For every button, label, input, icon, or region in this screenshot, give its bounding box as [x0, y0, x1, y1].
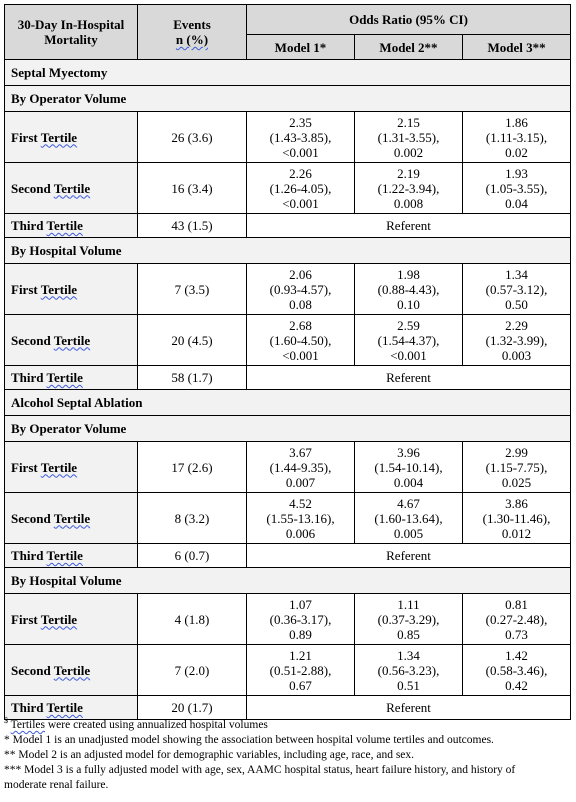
events-cell: 20 (4.5) — [138, 315, 247, 366]
mortality-table — [4, 4, 571, 720]
row-label — [5, 493, 138, 544]
events-cell: 8 (3.2) — [138, 493, 247, 544]
confidence-interval: (1.05-3.55), — [485, 180, 548, 196]
group-row — [5, 86, 571, 112]
events-cell: 17 (2.6) — [138, 442, 247, 493]
table-header — [5, 5, 571, 60]
table-row — [5, 163, 571, 214]
odds-ratio-model-1 — [247, 315, 355, 366]
header-model-3: Model 3** — [463, 35, 571, 60]
row-label-tertile: Tertile — [40, 459, 78, 475]
group-title: By Hospital Volume — [5, 568, 571, 594]
odds-ratio-model-3 — [463, 645, 571, 696]
row-label — [5, 544, 138, 568]
header-events-unit: n (%) — [175, 32, 209, 47]
confidence-interval: (1.60-4.50), — [269, 332, 332, 348]
events-cell: 6 (0.7) — [138, 544, 247, 568]
p-value: 0.02 — [505, 144, 528, 160]
confidence-interval: (0.88-4.43), — [377, 281, 440, 297]
confidence-interval: (0.37-3.29), — [377, 611, 440, 627]
events-cell: 7 (2.0) — [138, 645, 247, 696]
p-value: 0.51 — [397, 677, 420, 693]
odds-ratio-value: 3.96 — [397, 444, 420, 460]
footnote-tertiles-text: were created using annualized hospital volumes — [45, 719, 268, 731]
row-label-tertile-rank: Third — [11, 700, 44, 715]
row-label-tertile: Tertile — [53, 662, 91, 678]
section-title: Alcohol Septal Ablation — [5, 390, 571, 416]
footnote-tertiles-word: Tertiles — [10, 719, 45, 731]
p-value: <0.001 — [282, 144, 319, 160]
confidence-interval: (0.58-3.46), — [485, 662, 548, 678]
table-row — [5, 442, 571, 493]
p-value: 0.50 — [505, 296, 528, 312]
group-row — [5, 238, 571, 264]
odds-ratio-value: 1.11 — [397, 596, 420, 612]
group-title: By Hospital Volume — [5, 238, 571, 264]
row-label — [5, 264, 138, 315]
odds-ratio-value: 1.21 — [289, 647, 312, 663]
row-label-tertile-rank: Second — [11, 662, 51, 678]
odds-ratio-value: 2.15 — [397, 114, 420, 130]
odds-ratio-value: 1.07 — [289, 596, 312, 612]
odds-ratio-value: 2.26 — [289, 165, 312, 181]
odds-ratio-value: 4.67 — [397, 495, 420, 511]
confidence-interval: (0.36-3.17), — [269, 611, 332, 627]
p-value: 0.85 — [397, 626, 420, 642]
row-label — [5, 645, 138, 696]
odds-ratio-value: 0.81 — [505, 596, 528, 612]
section-title: Septal Myectomy — [5, 60, 571, 86]
odds-ratio-model-2 — [355, 112, 463, 163]
confidence-interval: (1.31-3.55), — [377, 129, 440, 145]
p-value: <0.001 — [282, 195, 319, 211]
table-row — [5, 594, 571, 645]
odds-ratio-model-1 — [247, 493, 355, 544]
row-label — [5, 112, 138, 163]
row-label — [5, 214, 138, 238]
confidence-interval: (1.11-3.15), — [485, 129, 548, 145]
confidence-interval: (1.55-13.16), — [266, 510, 335, 526]
confidence-interval: (0.56-3.23), — [377, 662, 440, 678]
row-label-tertile: Tertile — [46, 700, 83, 715]
confidence-interval: (1.22-3.94), — [377, 180, 440, 196]
p-value: 0.004 — [393, 474, 424, 490]
row-label-tertile-rank: First — [11, 611, 38, 627]
table-row — [5, 112, 571, 163]
row-label-tertile-rank: First — [11, 129, 38, 145]
odds-ratio-value: 2.68 — [289, 317, 312, 333]
confidence-interval: (1.43-3.85), — [269, 129, 332, 145]
p-value: 0.89 — [289, 626, 312, 642]
odds-ratio-value: 3.86 — [505, 495, 528, 511]
row-label-tertile: Tertile — [46, 218, 83, 233]
row-label-tertile: Tertile — [46, 370, 83, 385]
p-value: 0.42 — [505, 677, 528, 693]
events-cell: 58 (1.7) — [138, 366, 247, 390]
events-cell: 20 (1.7) — [138, 696, 247, 720]
table-row — [5, 696, 571, 720]
footnote-model-2: ** Model 2 is an adjusted model for demographic variables, including age, race, and sex. — [4, 749, 415, 761]
confidence-interval: (0.93-4.57), — [269, 281, 332, 297]
odds-ratio-model-2 — [355, 645, 463, 696]
events-cell: 26 (3.6) — [138, 112, 247, 163]
footnote-model-3-cont: moderate renal failure. — [4, 779, 109, 791]
referent-cell: Referent — [247, 366, 571, 390]
footnote-model-3: *** Model 3 is a fully adjusted model with age, sex, AAMC hospital status, heart failure history, and history of — [4, 764, 516, 776]
row-label-tertile-rank: Third — [11, 548, 44, 563]
odds-ratio-model-2 — [355, 264, 463, 315]
confidence-interval: (1.44-9.35), — [269, 459, 332, 475]
odds-ratio-value: 1.86 — [505, 114, 528, 130]
odds-ratio-value: 2.99 — [505, 444, 528, 460]
odds-ratio-value: 2.06 — [289, 266, 312, 282]
odds-ratio-value: 1.34 — [397, 647, 420, 663]
table-row — [5, 315, 571, 366]
row-label — [5, 163, 138, 214]
odds-ratio-model-2 — [355, 493, 463, 544]
group-title: By Operator Volume — [5, 86, 571, 112]
row-label-tertile: Tertile — [53, 332, 91, 348]
row-label — [5, 442, 138, 493]
odds-ratio-value: 2.19 — [397, 165, 420, 181]
odds-ratio-model-1 — [247, 645, 355, 696]
table-row — [5, 264, 571, 315]
odds-ratio-value: 2.35 — [289, 114, 312, 130]
odds-ratio-model-2 — [355, 315, 463, 366]
confidence-interval: (1.60-13.64), — [374, 510, 443, 526]
row-label-tertile-rank: Second — [11, 332, 51, 348]
table-row — [5, 493, 571, 544]
odds-ratio-model-1 — [247, 264, 355, 315]
header-model-2: Model 2** — [355, 35, 463, 60]
table-row — [5, 366, 571, 390]
row-label — [5, 315, 138, 366]
odds-ratio-model-1 — [247, 163, 355, 214]
odds-ratio-model-2 — [355, 163, 463, 214]
header-events — [138, 5, 247, 60]
p-value: <0.001 — [390, 347, 427, 363]
p-value: 0.008 — [393, 195, 424, 211]
referent-cell: Referent — [247, 214, 571, 238]
confidence-interval: (1.54-10.14), — [374, 459, 443, 475]
table-row — [5, 214, 571, 238]
p-value: 0.005 — [393, 525, 424, 541]
confidence-interval: (1.32-3.99), — [485, 332, 548, 348]
confidence-interval: (1.30-11.46), — [482, 510, 551, 526]
confidence-interval: (1.26-4.05), — [269, 180, 332, 196]
p-value: 0.003 — [501, 347, 532, 363]
referent-cell: Referent — [247, 696, 571, 720]
row-label-tertile-rank: Second — [11, 510, 51, 526]
footnote-model-1: * Model 1 is an unadjusted model showing the association between hospital volume tertiles and outcomes. — [4, 734, 494, 746]
row-label-tertile: Tertile — [53, 510, 91, 526]
odds-ratio-value: 2.29 — [505, 317, 528, 333]
row-label-tertile-rank: Third — [11, 370, 44, 385]
confidence-interval: (0.57-3.12), — [485, 281, 548, 297]
p-value: 0.10 — [397, 296, 420, 312]
odds-ratio-value: 1.93 — [505, 165, 528, 181]
confidence-interval: (1.15-7.75), — [485, 459, 548, 475]
p-value: 0.012 — [501, 525, 532, 541]
footnotes — [4, 718, 570, 793]
header-odds-ratio: Odds Ratio (95% CI) — [247, 5, 571, 35]
odds-ratio-model-3 — [463, 493, 571, 544]
odds-ratio-model-3 — [463, 594, 571, 645]
odds-ratio-model-3 — [463, 442, 571, 493]
row-label-tertile: Tertile — [40, 281, 78, 297]
row-label — [5, 594, 138, 645]
table-body — [5, 60, 571, 720]
p-value: 0.006 — [285, 525, 316, 541]
header-mortality: 30-Day In-Hospital Mortality — [5, 5, 138, 60]
table-row — [5, 544, 571, 568]
events-cell: 7 (3.5) — [138, 264, 247, 315]
odds-ratio-model-2 — [355, 442, 463, 493]
odds-ratio-model-2 — [355, 594, 463, 645]
confidence-interval: (1.54-4.37), — [377, 332, 440, 348]
row-label-tertile-rank: First — [11, 459, 38, 475]
p-value: 0.67 — [289, 677, 312, 693]
confidence-interval: (0.51-2.88), — [269, 662, 332, 678]
odds-ratio-value: 1.34 — [505, 266, 528, 282]
odds-ratio-value: 2.59 — [397, 317, 420, 333]
odds-ratio-value: 3.67 — [289, 444, 312, 460]
row-label-tertile: Tertile — [40, 611, 78, 627]
odds-ratio-value: 1.98 — [397, 266, 420, 282]
events-cell: 16 (3.4) — [138, 163, 247, 214]
referent-cell: Referent — [247, 544, 571, 568]
row-label-tertile: Tertile — [46, 548, 83, 563]
row-label-tertile-rank: Second — [11, 180, 51, 196]
p-value: 0.007 — [285, 474, 316, 490]
events-cell: 43 (1.5) — [138, 214, 247, 238]
section-row — [5, 60, 571, 86]
odds-ratio-model-1 — [247, 594, 355, 645]
row-label-tertile-rank: Third — [11, 218, 44, 233]
p-value: 0.73 — [505, 626, 528, 642]
group-row — [5, 568, 571, 594]
section-row — [5, 390, 571, 416]
table-row — [5, 645, 571, 696]
footnote-tertiles — [4, 718, 570, 733]
odds-ratio-value: 1.42 — [505, 647, 528, 663]
odds-ratio-model-3 — [463, 163, 571, 214]
group-row — [5, 416, 571, 442]
group-title: By Operator Volume — [5, 416, 571, 442]
row-label-tertile: Tertile — [40, 129, 78, 145]
row-label-tertile: Tertile — [53, 180, 91, 196]
odds-ratio-model-1 — [247, 112, 355, 163]
row-label-tertile-rank: First — [11, 281, 38, 297]
odds-ratio-model-3 — [463, 264, 571, 315]
odds-ratio-value: 4.52 — [289, 495, 312, 511]
header-events-label: Events — [173, 17, 211, 32]
p-value: 0.002 — [393, 144, 424, 160]
odds-ratio-model-3 — [463, 315, 571, 366]
confidence-interval: (0.27-2.48), — [485, 611, 548, 627]
row-label — [5, 366, 138, 390]
header-model-1: Model 1* — [247, 35, 355, 60]
odds-ratio-model-3 — [463, 112, 571, 163]
p-value: 0.025 — [501, 474, 532, 490]
p-value: 0.04 — [505, 195, 528, 211]
p-value: <0.001 — [282, 347, 319, 363]
footnote-mark: $ — [4, 716, 8, 726]
events-cell: 4 (1.8) — [138, 594, 247, 645]
odds-ratio-model-1 — [247, 442, 355, 493]
row-label — [5, 696, 138, 720]
p-value: 0.08 — [289, 296, 312, 312]
